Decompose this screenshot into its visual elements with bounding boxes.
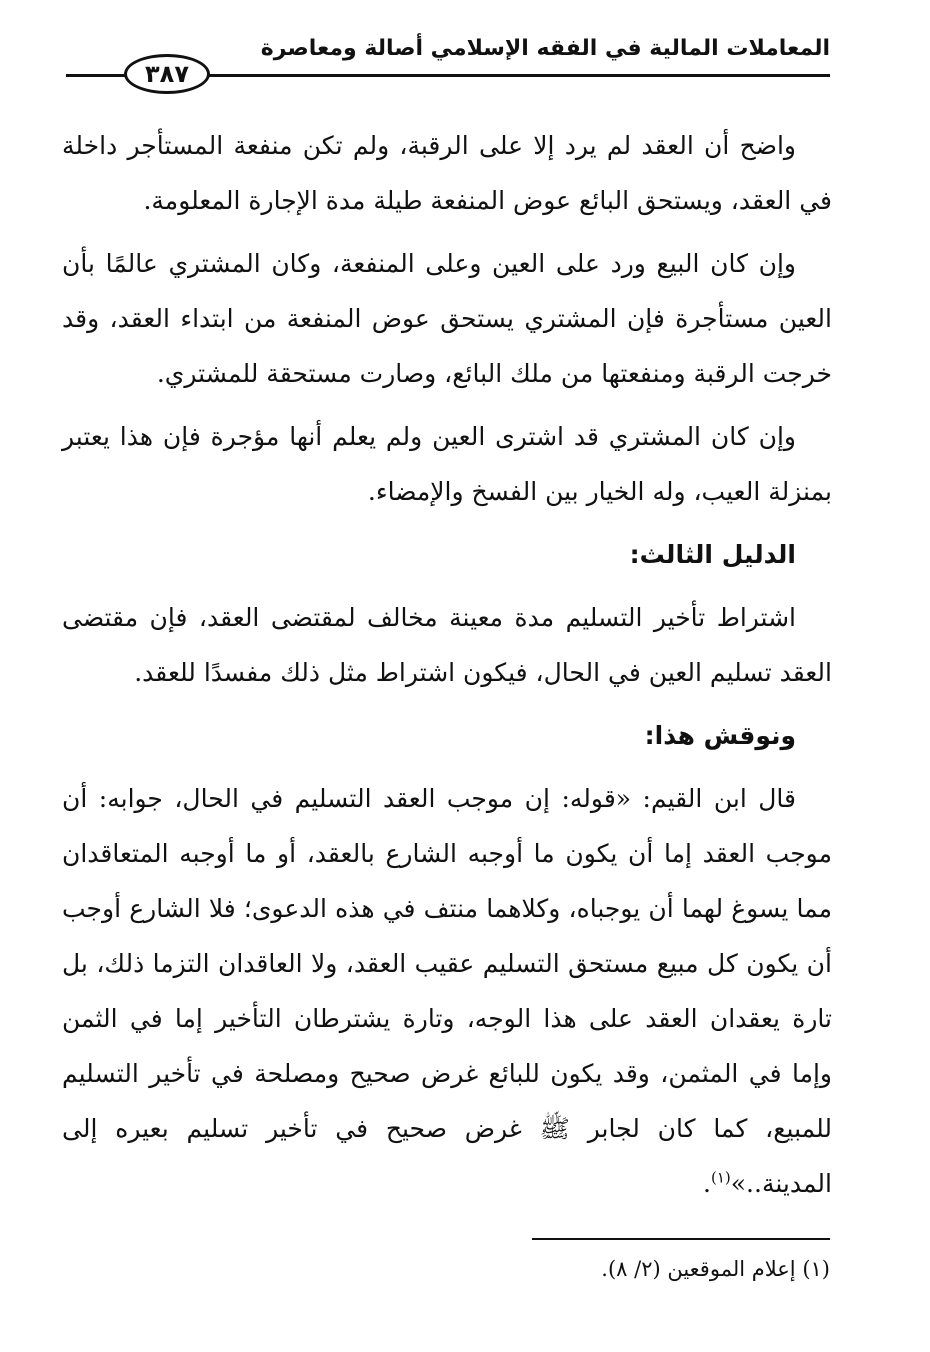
paragraph-4: اشتراط تأخير التسليم مدة معينة مخالف لمقتضى العقد، فإن مقتضى العقد تسليم العين في الحال، فيكون اشتراط مثل ذلك مفسدًا للعقد. — [62, 603, 832, 687]
paragraph-1: واضح أن العقد لم يرد إلا على الرقبة، ولم تكن منفعة المستأجر داخلة في العقد، ويستحق البائع عوض المنفعة طيلة مدة الإجارة المعلومة. — [62, 131, 832, 215]
paragraph-3: وإن كان المشتري قد اشترى العين ولم يعلم أنها مؤجرة فإن هذا يعتبر بمنزلة العيب، وله الخيار بين الفسخ والإمضاء. — [62, 422, 832, 506]
section-heading-discussion: ونوقش هذا: — [644, 721, 796, 750]
running-header-title: المعاملات المالية في الفقه الإسلامي أصالة ومعاصرة — [260, 36, 830, 61]
main-text — [62, 118, 832, 1219]
footnote-rule — [532, 1238, 830, 1240]
paragraph-5-end: . — [703, 1169, 711, 1198]
paragraph-2: وإن كان البيع ورد على العين وعلى المنفعة، وكان المشتري عالمًا بأن العين مستأجرة فإن المشتري يستحق عوض المنفعة من ابتداء العقد، وقد خرجت الرقبة ومنفعتها من ملك البائع، وصارت مستحقة للمشتري. — [62, 249, 832, 388]
footnote-reference[interactable]: (١) — [710, 1168, 731, 1187]
ibn-qayyim-quote: قال ابن القيم: «قوله: إن موجب العقد التسليم في الحال، جوابه: أن موجب العقد إما أن يكون ما أوجبه الشارع بالعقد، أو ما أوجبه المتعاقدان مما يسوغ لهما أن يوجباه، وكلاهما منتف في هذه الدعوى؛ فلا الشارع أوجب أن يكون كل مبيع مستحق التسليم عقيب العقد، ولا العاقدان التزما ذلك، بل تارة يعقدان العقد على هذا الوجه، وتارة يشترطان التأخير إما في الثمن وإما في المثمن، وقد يكون للبائع غرض صحيح ومصلحة في تأخير التسليم للمبيع، كما كان لجابر ﷺ غرض صحيح في تأخير تسليم بعيره إلى المدينة..» — [62, 784, 833, 1198]
footnote: (١) إعلام الموقعين (٢/ ٨). — [601, 1257, 830, 1281]
section-heading-third-evidence: الدليل الثالث: — [629, 540, 796, 569]
page-number-badge: ٣٨٧ — [124, 54, 210, 94]
paragraph-5 — [62, 771, 832, 1211]
